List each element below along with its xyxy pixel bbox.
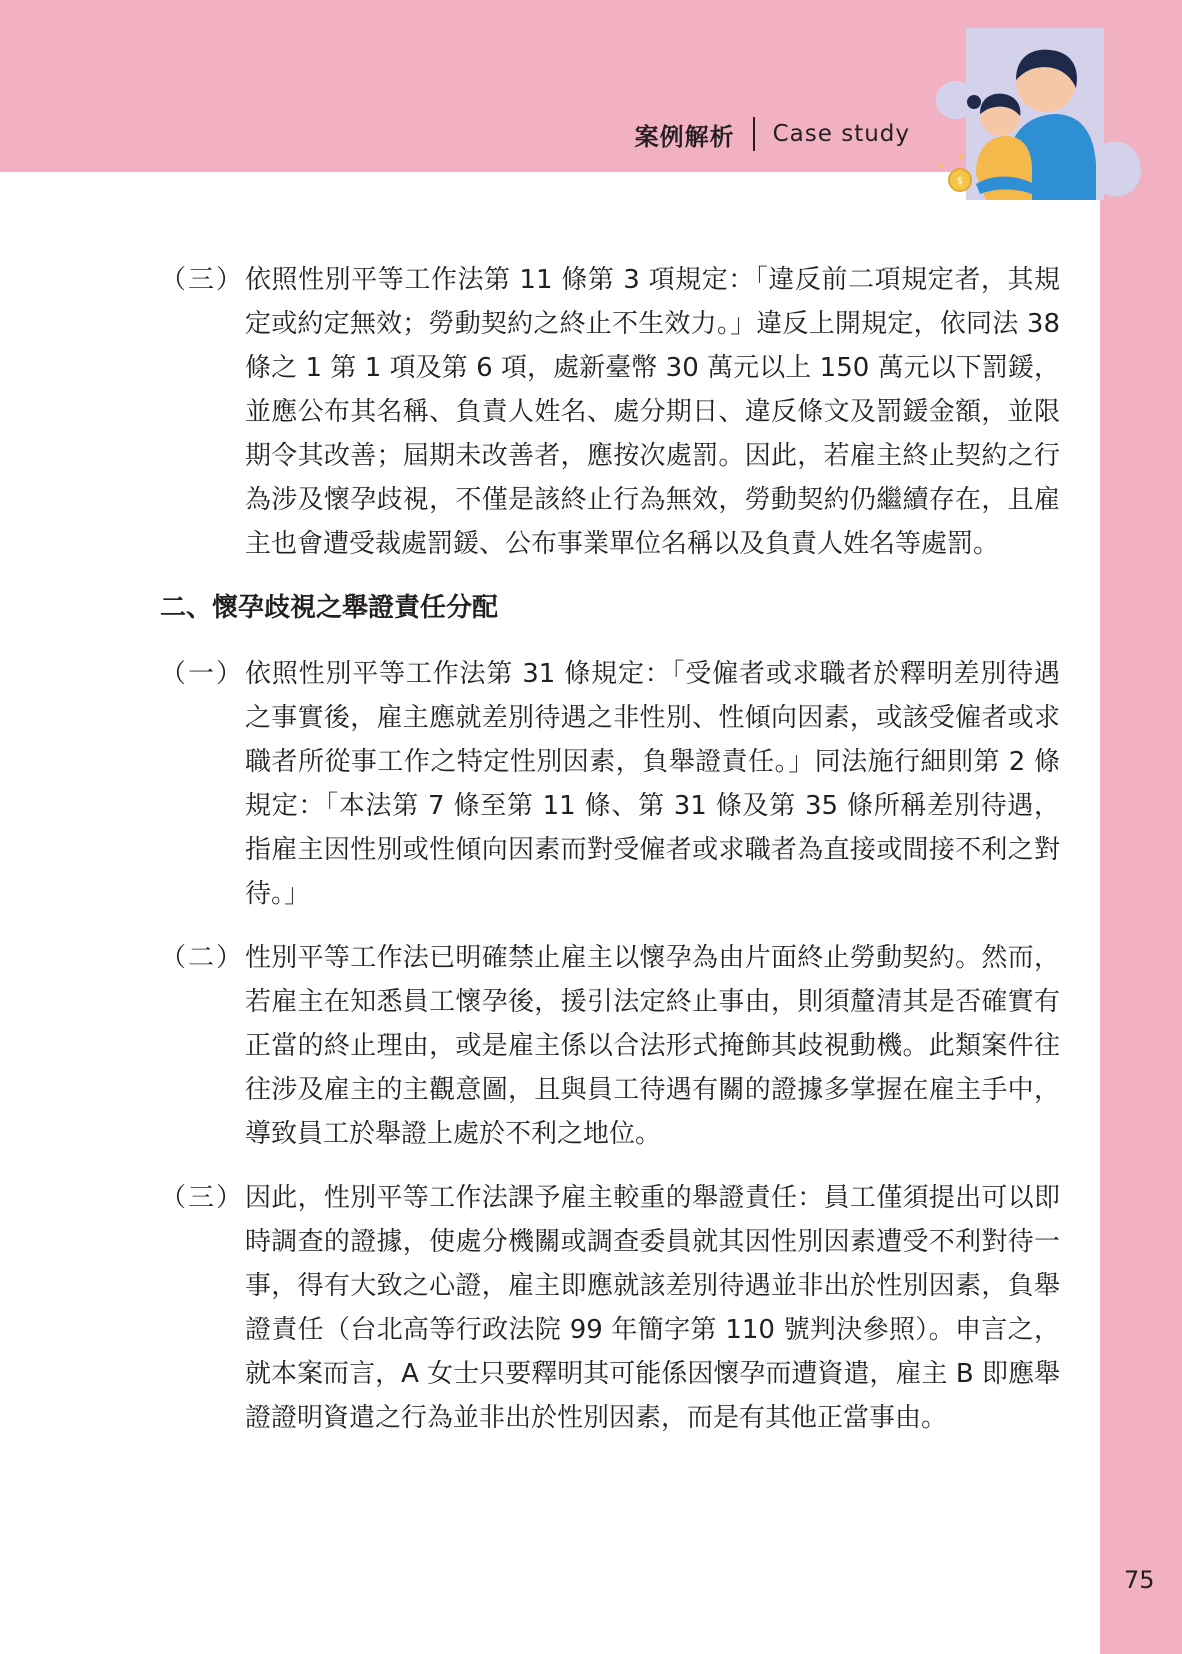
svg-text:$: $ <box>956 176 964 187</box>
side-band <box>1100 0 1182 1654</box>
page-number: 75 <box>1124 1566 1155 1594</box>
item-marker: （三） <box>160 1183 245 1213</box>
item-marker: （三） <box>160 265 245 295</box>
header-divider <box>753 117 755 151</box>
item-text: 依照性別平等工作法第 31 條規定：「受僱者或求職者於釋明差別待遇之事實後，雇主應就差別待遇之非性別、性傾向因素，或該受僱者或求職者所從事工作之特定性別因素，負舉證責任。」同法施行細則第 2 條規定：「本法第 7 條至第 11 條、第 31 條及第 35 條所稱差別待遇，指雇主因性別或性傾向因素而對受僱者或求職者為直接或間接不利之對待。」 <box>245 659 1060 909</box>
section-header <box>635 112 910 156</box>
main-content <box>160 258 1060 1460</box>
list-item <box>160 936 1060 1156</box>
list-item <box>160 258 1060 566</box>
parent-child-illustration <box>936 24 1152 220</box>
list-item <box>160 1176 1060 1440</box>
item-text: 依照性別平等工作法第 11 條第 3 項規定：「違反前二項規定者，其規定或約定無效；勞動契約之終止不生效力。」違反上開規定，依同法 38 條之 1 第 1 項及第 6 項，處新臺幣 30 萬元以上 150 萬元以下罰鍰，並應公布其名稱、負責人姓名、處分期日、違反條文及罰鍰金額，並限期令其改善；屆期未改善者，應按次處罰。因此，若雇主終止契約之行為涉及懷孕歧視，不僅是該終止行為無效，勞動契約仍繼續存在，且雇主也會遭受裁處罰鍰、公布事業單位名稱以及負責人姓名等處罰。 <box>245 265 1060 559</box>
header-title-zh: 案例解析 <box>634 122 735 151</box>
section-heading: 二、懷孕歧視之舉證責任分配 <box>160 593 499 623</box>
list-item <box>160 652 1060 916</box>
item-marker: （二） <box>160 943 245 973</box>
item-text: 因此，性別平等工作法課予雇主較重的舉證責任：員工僅須提出可以即時調查的證據，使處分機關或調查委員就其因性別因素遭受不利對待一事，得有大致之心證，雇主即應就該差別待遇並非出於性別因素，負舉證責任（台北高等行政法院 99 年簡字第 110 號判決參照）。申言之，就本案而言，A 女士只要釋明其可能係因懷孕而遭資遣，雇主 B 即應舉證證明資遣之行為並非出於性別因素，而是有其他正當事由。 <box>245 1183 1060 1433</box>
header-title-en: Case study <box>772 121 910 147</box>
item-text: 性別平等工作法已明確禁止雇主以懷孕為由片面終止勞動契約。然而，若雇主在知悉員工懷孕後，援引法定終止事由，則須釐清其是否確實有正當的終止理由，或是雇主係以合法形式掩飾其歧視動機。此類案件往往涉及雇主的主觀意圖，且與員工待遇有關的證據多掌握在雇主手中，導致員工於舉證上處於不利之地位。 <box>245 943 1060 1149</box>
item-marker: （一） <box>160 659 245 689</box>
